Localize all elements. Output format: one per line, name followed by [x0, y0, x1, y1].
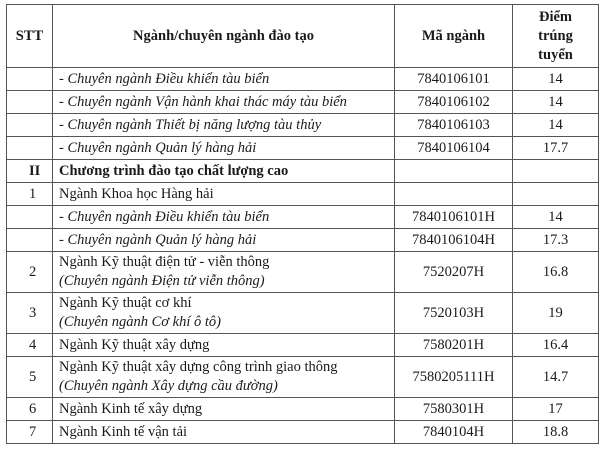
row-score: 16.8: [513, 252, 599, 293]
row-program: [53, 252, 395, 293]
row-code: 7840104H: [395, 421, 513, 444]
row-program-specialization: (Chuyên ngành Cơ khí ô tô): [59, 314, 221, 330]
row-score: 14: [513, 68, 599, 91]
table-row: [7, 114, 599, 137]
row-code: 7840106104H: [395, 229, 513, 252]
row-score: 14.7: [513, 357, 599, 398]
row-code: 7520103H: [395, 293, 513, 334]
row-stt: 1: [7, 183, 53, 206]
row-stt: [7, 229, 53, 252]
row-code: [395, 183, 513, 206]
row-stt: [7, 114, 53, 137]
admission-scores-table: [6, 4, 599, 444]
table-row: [7, 91, 599, 114]
header-program: Ngành/chuyên ngành đào tạo: [53, 5, 395, 68]
header-code: Mã ngành: [395, 5, 513, 68]
row-program: - Chuyên ngành Vận hành khai thác máy tàu biển: [53, 91, 395, 114]
row-program: - Chuyên ngành Quản lý hàng hải: [53, 137, 395, 160]
row-code: 7580201H: [395, 334, 513, 357]
header-stt: STT: [7, 5, 53, 68]
row-score: 19: [513, 293, 599, 334]
table-row: [7, 68, 599, 91]
header-row: [7, 5, 599, 68]
row-code: 7580205111H: [395, 357, 513, 398]
table-row: [7, 252, 599, 293]
row-code: 7580301H: [395, 398, 513, 421]
table-row: [7, 206, 599, 229]
row-score: 14: [513, 206, 599, 229]
table-row: [7, 183, 599, 206]
row-code: [395, 160, 513, 183]
row-program-specialization: (Chuyên ngành Điện tử viễn thông): [59, 273, 265, 289]
row-program-specialization: (Chuyên ngành Xây dựng cầu đường): [59, 378, 278, 394]
table-row: [7, 137, 599, 160]
row-code: 7840106103: [395, 114, 513, 137]
header-score-line: Điểm: [538, 8, 572, 25]
table-row: [7, 293, 599, 334]
row-score: 14: [513, 91, 599, 114]
section-number: II: [7, 160, 53, 183]
row-stt: 3: [7, 293, 53, 334]
row-program: Ngành Kinh tế vận tải: [53, 421, 395, 444]
table-row: [7, 357, 599, 398]
row-program: [53, 293, 395, 334]
row-program: Ngành Kinh tế xây dựng: [53, 398, 395, 421]
header-score-line: tuyển: [538, 46, 573, 63]
row-score: 17.7: [513, 137, 599, 160]
row-code: 7840106101H: [395, 206, 513, 229]
header-score-line: trúng: [538, 27, 573, 44]
row-stt: [7, 68, 53, 91]
row-code: 7840106104: [395, 137, 513, 160]
section-row: [7, 160, 599, 183]
row-code: 7840106101: [395, 68, 513, 91]
row-stt: 6: [7, 398, 53, 421]
row-code: 7520207H: [395, 252, 513, 293]
row-score: 18.8: [513, 421, 599, 444]
row-program: - Chuyên ngành Điều khiển tàu biển: [53, 68, 395, 91]
table-row: [7, 229, 599, 252]
row-stt: [7, 91, 53, 114]
row-stt: 7: [7, 421, 53, 444]
row-score: 14: [513, 114, 599, 137]
row-program: - Chuyên ngành Quản lý hàng hải: [53, 229, 395, 252]
row-program: Ngành Kỹ thuật xây dựng: [53, 334, 395, 357]
row-program-name: Ngành Kỹ thuật điện tử - viễn thông: [59, 254, 270, 270]
table-row: [7, 398, 599, 421]
row-code: 7840106102: [395, 91, 513, 114]
row-program: - Chuyên ngành Điều khiển tàu biển: [53, 206, 395, 229]
row-program-name: Ngành Kỹ thuật cơ khí: [59, 295, 192, 311]
header-score: [513, 5, 599, 68]
table-row: [7, 421, 599, 444]
row-score: [513, 160, 599, 183]
section-title: Chương trình đào tạo chất lượng cao: [53, 160, 395, 183]
row-score: 17.3: [513, 229, 599, 252]
row-stt: [7, 206, 53, 229]
row-program: [53, 357, 395, 398]
row-score: 16.4: [513, 334, 599, 357]
row-program: - Chuyên ngành Thiết bị năng lượng tàu thủy: [53, 114, 395, 137]
row-stt: 2: [7, 252, 53, 293]
row-stt: 4: [7, 334, 53, 357]
row-stt: [7, 137, 53, 160]
row-score: [513, 183, 599, 206]
row-stt: 5: [7, 357, 53, 398]
row-program: Ngành Khoa học Hàng hải: [53, 183, 395, 206]
row-score: 17: [513, 398, 599, 421]
row-program-name: Ngành Kỹ thuật xây dựng công trình giao thông: [59, 359, 338, 375]
table-row: [7, 334, 599, 357]
